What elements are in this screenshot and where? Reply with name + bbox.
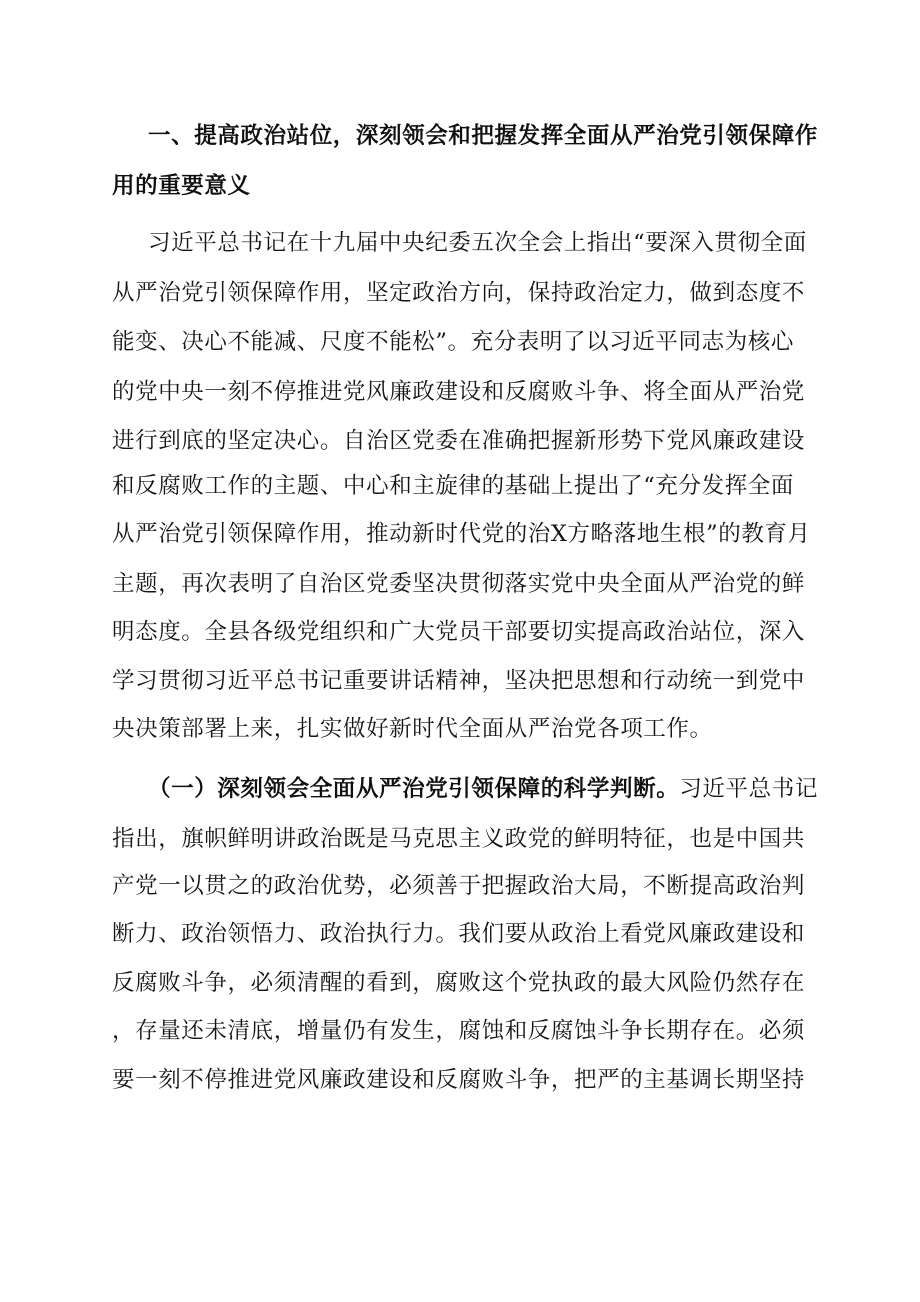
paragraph-1-line: 从严治党引领保障作用，坚定政治方向，保持政治定力，做到态度不 [112, 280, 806, 306]
paragraph-2-line: 要一刻不停推进党风廉政建设和反腐败斗争，把严的主基调长期坚持 [112, 1067, 806, 1093]
paragraph-1-line: 和反腐败工作的主题、中心和主旋律的基础上提出了“充分发挥全面 [112, 473, 795, 499]
paragraph-2-line: ，存量还未清底，增量仍有发生，腐蚀和反腐蚀斗争长期存在。必须 [112, 1018, 806, 1044]
paragraph-1-line: 学习贯彻习近平总书记重要讲话精神，坚决把思想和行动统一到党中 [112, 668, 806, 694]
paragraph-1-line: 习近平总书记在十九届中央纪委五次全会上指出“要深入贯彻全面 [148, 230, 807, 256]
paragraph-1-line: 从严治党引领保障作用，推动新时代党的治X方略落地生根”的教育月 [112, 521, 811, 547]
paragraph-1-line: 央决策部署上来，扎实做好新时代全面从严治党各项工作。 [112, 716, 713, 742]
subsection-heading: （一）深刻领会全面从严治党引领保障的科学判断。 [148, 776, 680, 802]
section-heading-line-2: 用的重要意义 [112, 173, 251, 199]
paragraph-2-line: 产党一以贯之的政治优势，必须善于把握政治大局，不断提高政治判 [112, 873, 806, 899]
paragraph-2-line: 断力、政治领悟力、政治执行力。我们要从政治上看党风廉政建设和 [112, 921, 806, 947]
paragraph-1-line: 能变、决心不能减、尺度不能松”。充分表明了以习近平同志为核心 [112, 329, 795, 355]
paragraph-1-line: 的党中央一刻不停推进党风廉政建设和反腐败斗争、将全面从严治党 [112, 379, 806, 405]
paragraph-2-lead-text: 习近平总书记 [679, 776, 818, 802]
paragraph-2-line: 指出，旗帜鲜明讲政治既是马克思主义政党的鲜明特征，也是中国共 [112, 826, 806, 852]
paragraph-1-line: 主题，再次表明了自治区党委坚决贯彻落实党中央全面从严治党的鲜 [112, 571, 806, 597]
paragraph-1-line: 进行到底的坚定决心。自治区党委在准确把握新形势下党风廉政建设 [112, 428, 806, 454]
section-heading-line-1: 一、提高政治站位，深刻领会和把握发挥全面从严治党引领保障作 [148, 123, 818, 149]
paragraph-1-line: 明态度。全县各级党组织和广大党员干部要切实提高政治站位，深入 [112, 619, 806, 645]
paragraph-2-first-line [148, 775, 818, 803]
paragraph-2-line: 反腐败斗争，必须清醒的看到，腐败这个党执政的最大风险仍然存在 [112, 970, 806, 996]
